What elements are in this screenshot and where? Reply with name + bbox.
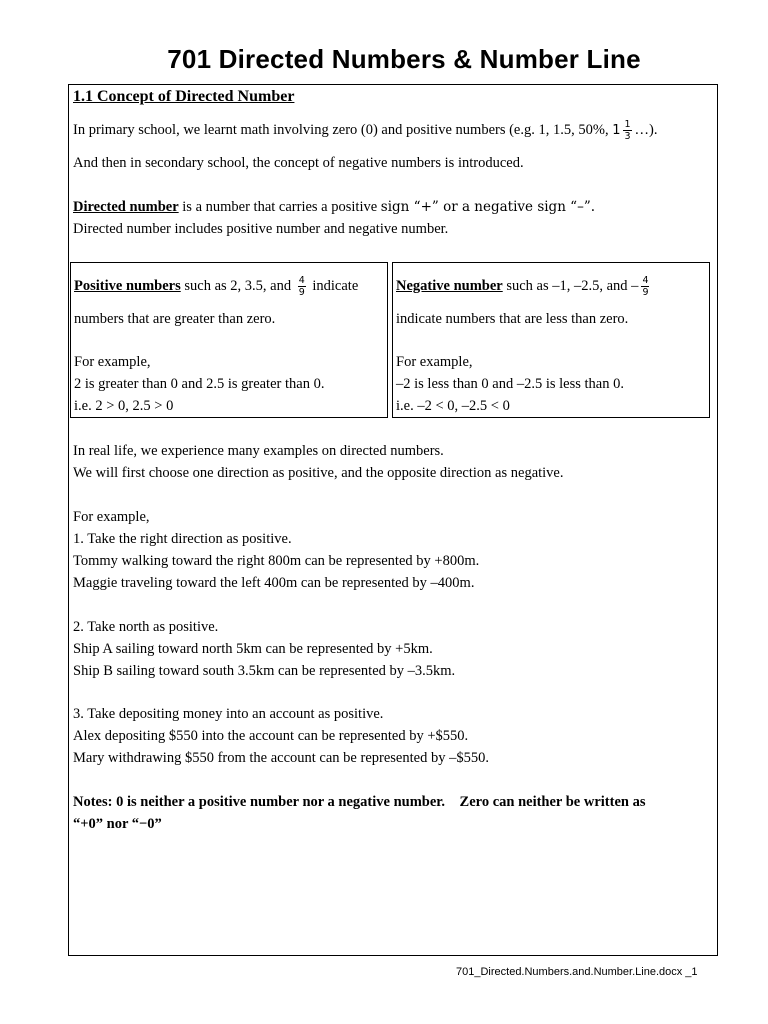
for-example-label: For example, — [73, 509, 150, 525]
positive-fraction — [298, 275, 306, 298]
negative-numbers-box — [392, 262, 710, 418]
example-2-line-2: Ship B sailing toward south 3.5km can be represented by –3.5km. — [73, 663, 456, 679]
fraction-denominator: 3 — [624, 131, 631, 143]
fraction-numerator: 4 — [298, 275, 305, 287]
negative-line-2: indicate numbers that are less than zero. — [396, 311, 629, 327]
definition-line-1 — [73, 196, 595, 218]
negative-fraction — [641, 275, 649, 298]
positive-line-5: i.e. 2 > 0, 2.5 > 0 — [74, 398, 174, 414]
fraction-denominator: 9 — [642, 287, 649, 299]
intro-line-1-prefix: In primary school, we learnt math involving zero (0) and positive numbers (e.g. 1, 1.5, 50%, — [73, 122, 609, 138]
section-heading: 1.1 Concept of Directed Number — [73, 88, 295, 105]
example-2-line-1: Ship A sailing toward north 5km can be represented by +5km. — [73, 641, 433, 657]
negative-line-1 — [396, 275, 652, 298]
definition-line-2: Directed number includes positive number and negative number. — [73, 221, 449, 237]
notes-line-2: “+0” nor “−0” — [73, 816, 162, 832]
footer-filename: 701_Directed.Numbers.and.Number.Line.docx _1 — [456, 966, 698, 978]
negative-line-4: –2 is less than 0 and –2.5 is less than 0. — [396, 376, 624, 392]
page-title: 701 Directed Numbers & Number Line — [167, 44, 641, 74]
intro-line-1-suffix: …). — [634, 122, 658, 138]
example-3-line-2: Mary withdrawing $550 from the account can be represented by –$550. — [73, 750, 489, 766]
negative-line-5: i.e. –2 < 0, –2.5 < 0 — [396, 398, 510, 414]
fraction-denominator: 9 — [298, 287, 305, 299]
real-life-line-1: In real life, we experience many examples on directed numbers. — [73, 443, 444, 459]
positive-line-3: For example, — [74, 354, 151, 370]
example-3-heading: 3. Take depositing money into an account as positive. — [73, 706, 384, 722]
intro-line-2: And then in secondary school, the concept of negative numbers is introduced. — [73, 155, 524, 171]
negative-line-3: For example, — [396, 354, 473, 370]
mixed-number-whole: 1 — [612, 123, 621, 138]
positive-line-1 — [74, 275, 358, 298]
example-1-heading: 1. Take the right direction as positive. — [73, 531, 292, 547]
positive-line-2: numbers that are greater than zero. — [74, 311, 276, 327]
example-1-line-2: Maggie traveling toward the left 400m can be represented by –400m. — [73, 575, 475, 591]
definition-rest-b: sign “+” or a negative sign “–”. — [380, 199, 596, 215]
positive-term: Positive numbers — [74, 278, 181, 294]
mixed-number-fraction — [623, 119, 631, 142]
positive-line-4: 2 is greater than 0 and 2.5 is greater than 0. — [74, 376, 325, 392]
fraction-numerator: 1 — [624, 119, 631, 131]
positive-line-1-end: indicate — [308, 278, 359, 294]
positive-line-1-mid: such as 2, 3.5, and — [180, 278, 295, 294]
notes-line-1: Notes: 0 is neither a positive number nor a negative number. Zero can neither be written as — [73, 794, 646, 810]
negative-term: Negative number — [396, 278, 503, 294]
definition-term: Directed number — [73, 199, 179, 215]
fraction-numerator: 4 — [642, 275, 649, 287]
example-1-line-1: Tommy walking toward the right 800m can be represented by +800m. — [73, 553, 480, 569]
intro-line-1 — [73, 119, 658, 142]
example-3-line-1: Alex depositing $550 into the account can be represented by +$550. — [73, 728, 469, 744]
negative-line-1-mid: such as –1, –2.5, and – — [502, 278, 639, 294]
real-life-line-2: We will first choose one direction as positive, and the opposite direction as negative. — [73, 465, 564, 481]
definition-rest-a: is a number that carries a positive — [178, 199, 381, 215]
example-2-heading: 2. Take north as positive. — [73, 619, 219, 635]
positive-numbers-box — [70, 262, 388, 418]
